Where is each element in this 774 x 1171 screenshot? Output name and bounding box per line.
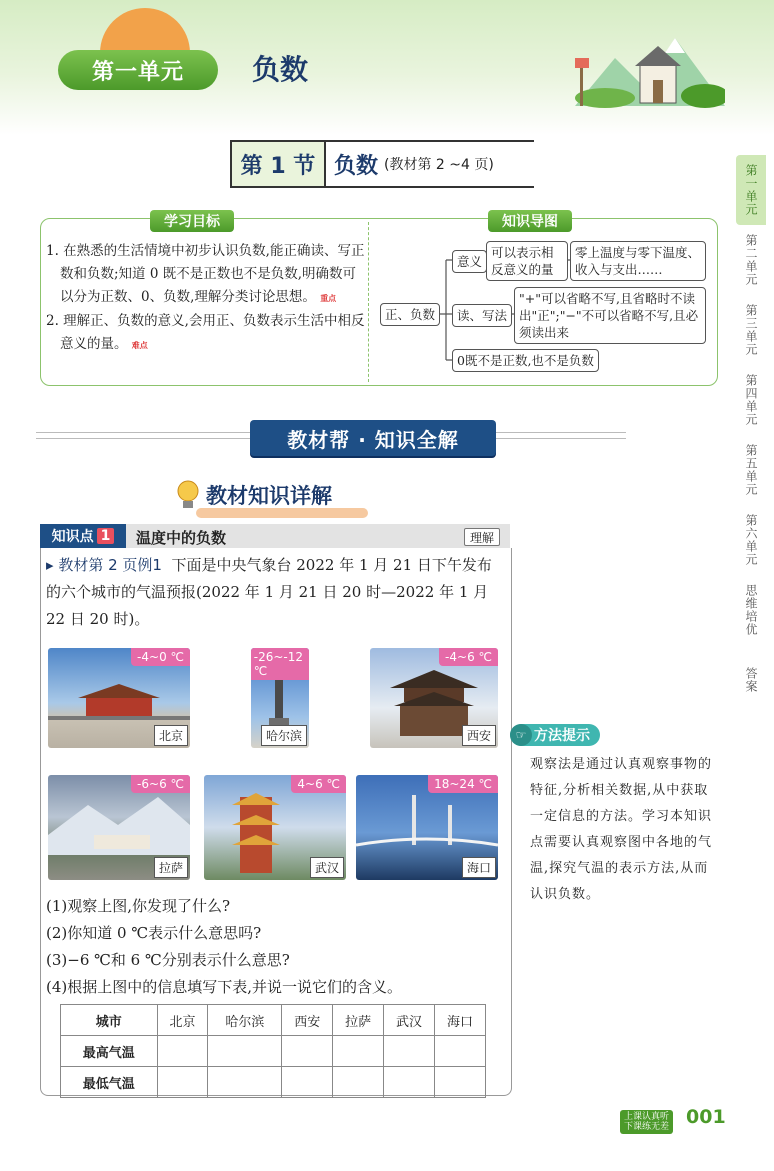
detail-title: 教材知识详解: [206, 484, 332, 508]
city-label: 武汉: [310, 857, 344, 878]
mindmap-node-meaning: 意义: [452, 250, 487, 273]
footer-slogan: 上课认真听 下课练无差: [620, 1110, 673, 1134]
side-tab-unit5[interactable]: 第五单元: [744, 444, 758, 496]
mindmap-meaning-desc: 可以表示相反意义的量: [486, 241, 568, 281]
side-tab-unit1[interactable]: 第一单元: [736, 155, 766, 225]
photo-beijing: [48, 648, 190, 748]
answer-cell[interactable]: [157, 1036, 208, 1067]
goals-tag: 学习目标: [150, 210, 234, 232]
mindmap-meaning-example: 零上温度与零下温度、收入与支出……: [570, 241, 706, 281]
section-title: [326, 140, 534, 188]
difficulty-badge: 难点: [131, 341, 148, 350]
table-header-cell: 哈尔滨: [208, 1005, 282, 1036]
city-label: 哈尔滨: [261, 725, 307, 746]
knowledge-point-level: 理解: [464, 528, 500, 546]
answer-cell[interactable]: [282, 1067, 333, 1098]
answer-cell[interactable]: [208, 1036, 282, 1067]
table-row: [61, 1036, 486, 1067]
question-item: (1)观察上图,你发现了什么?: [46, 897, 231, 915]
table-header-cell: 拉萨: [333, 1005, 384, 1036]
method-tip-title: 方法提示: [510, 724, 600, 746]
mindmap-root: 正、负数: [380, 303, 440, 326]
unit-label: 第一单元: [58, 50, 218, 90]
table-header-row: [61, 1005, 486, 1036]
table-header-cell: 城市: [61, 1005, 158, 1036]
section-pages: (教材第 2 ~4 页): [384, 157, 494, 173]
goal-item: 2. 理解正、负数的意义,会用正、负数表示生活中相反意义的量。 难点: [46, 310, 366, 357]
city-label: 北京: [154, 725, 188, 746]
answer-cell[interactable]: [435, 1067, 486, 1098]
answer-cell[interactable]: [333, 1067, 384, 1098]
temp-label: 4~6 ℃: [291, 775, 346, 793]
city-label: 西安: [462, 725, 496, 746]
lightbulb-icon: [174, 478, 202, 512]
section-number: 第 1 节: [230, 140, 326, 188]
temp-label: -4~6 ℃: [439, 648, 498, 666]
answer-cell[interactable]: [157, 1067, 208, 1098]
question-item: (3)−6 ℃和 6 ℃分别表示什么意思?: [46, 951, 290, 969]
answer-cell[interactable]: [333, 1036, 384, 1067]
scenery-illustration: [575, 18, 725, 108]
section-title-text: 负数: [334, 153, 379, 179]
unit-side-tabs: [728, 155, 774, 715]
mindmap-node-zero: 0既不是正数,也不是负数: [452, 349, 599, 372]
side-tab-unit3[interactable]: 第三单元: [744, 304, 758, 356]
unit-title: 负数: [252, 53, 309, 86]
knowledge-point-tag: 知识点 1: [40, 524, 126, 548]
page-number: 001: [686, 1106, 726, 1128]
photo-haikou: [356, 775, 498, 880]
side-tab-unit4[interactable]: 第四单元: [744, 374, 758, 426]
method-tip-text: 观察法是通过认真观察事物的特征,分析相关数据,从中获取一定信息的方法。学习本知识点需要认真观察图中各地的气温,探究气温的表示方法,从而认识负数。: [530, 757, 713, 902]
row-label: 最高气温: [61, 1036, 158, 1067]
temp-label: 18~24 ℃: [428, 775, 498, 793]
mindmap-tag: 知识导图: [488, 210, 572, 232]
city-label: 拉萨: [154, 857, 188, 878]
temp-label: -4~0 ℃: [131, 648, 190, 666]
question-item: (4)根据上图中的信息填写下表,并说一说它们的含义。: [46, 978, 403, 996]
temp-label: -26~-12 ℃: [251, 648, 309, 680]
table-header-cell: 北京: [157, 1005, 208, 1036]
photo-lhasa: [48, 775, 190, 880]
side-tab-thinking[interactable]: 思维培优: [744, 584, 758, 636]
question-list: [46, 893, 506, 1001]
table-header-cell: 武汉: [384, 1005, 435, 1036]
side-tab-answers[interactable]: 答案: [744, 667, 758, 693]
key-point-badge: 重点: [320, 294, 337, 303]
knowledge-point-number: 1: [97, 528, 115, 544]
side-tab-unit6[interactable]: 第六单元: [744, 514, 758, 566]
answer-cell[interactable]: [282, 1036, 333, 1067]
mindmap-readwrite-desc: "+"可以省略不写,且省略时不读出"正";"−"不可以省略不写,且必须读出来: [514, 287, 706, 344]
answer-cell[interactable]: [435, 1036, 486, 1067]
photo-wuhan: [204, 775, 346, 880]
city-label: 海口: [462, 857, 496, 878]
example-label: ▸ 教材第 2 页例1: [46, 556, 162, 574]
example-text: ▸ 教材第 2 页例1 下面是中央气象台 2022 年 1 月 21 日下午发布的六个城市的气温预报(2022 年 1 月 21 日 20 时—2022 年 1 月 22 日 20 时)。: [46, 556, 492, 628]
table-header-cell: 海口: [435, 1005, 486, 1036]
table-row: [61, 1067, 486, 1098]
hand-icon: ☞: [510, 724, 532, 746]
temp-label: -6~6 ℃: [131, 775, 190, 793]
knowledge-point-title: 温度中的负数: [136, 529, 227, 547]
mindmap-node-readwrite: 读、写法: [452, 304, 512, 327]
goal-item: 1. 在熟悉的生活情境中初步认识负数,能正确读、写正数和负数;知道 0 既不是正数也不是负数,明确数可以分为正数、0、负数,理解分类讨论思想。 重点: [46, 240, 366, 310]
table-header-cell: 西安: [282, 1005, 333, 1036]
photo-xian: [370, 648, 498, 748]
panel-divider: [368, 222, 369, 382]
photo-harbin: [251, 648, 309, 748]
answer-cell[interactable]: [384, 1036, 435, 1067]
row-label: 最低气温: [61, 1067, 158, 1098]
goals-list: [46, 240, 366, 357]
section-banner: 教材帮 · 知识全解: [250, 420, 496, 456]
answer-cell[interactable]: [384, 1067, 435, 1098]
answer-cell[interactable]: [208, 1067, 282, 1098]
temperature-table: [60, 1004, 486, 1098]
side-tab-unit2[interactable]: 第二单元: [744, 234, 758, 286]
question-item: (2)你知道 0 ℃表示什么意思吗?: [46, 924, 262, 942]
